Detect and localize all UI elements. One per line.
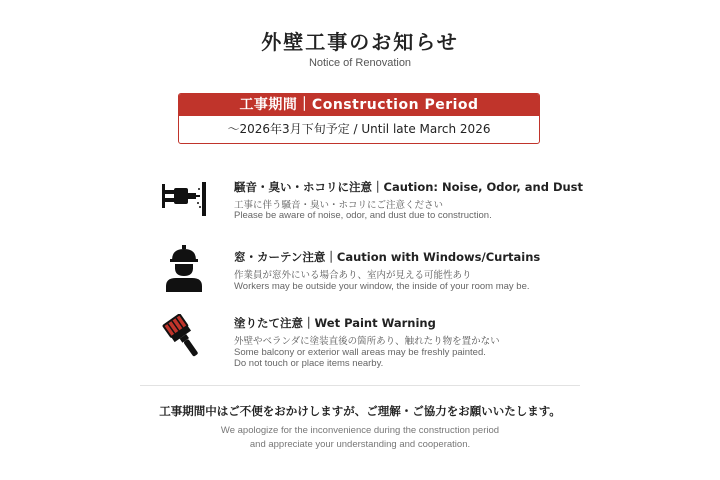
drill-icon — [160, 174, 208, 222]
construction-period-box — [178, 93, 540, 144]
footer-en-line1: We apologize for the inconvenience during the construction period — [220, 425, 500, 436]
worker-helmet-icon — [160, 244, 208, 292]
notice-jp: 外壁やベランダに塗装直後の箇所あり、触れたり物を置かない — [234, 336, 500, 347]
footer-en-line2: and appreciate your understanding and cooperation. — [249, 439, 471, 450]
paint-brush-icon — [160, 314, 208, 362]
notice-en: Workers may be outside your window, the inside of your room may be. — [234, 281, 530, 292]
footer-apology-en — [0, 424, 720, 452]
notice-en: Please be aware of noise, odor, and dust due to construction. — [234, 210, 492, 221]
notice-title: 騒音・臭い・ホコリに注意｜Caution: Noise, Odor, and Dust — [234, 180, 584, 194]
notice-jp: 作業員が窓外にいる場合あり、室内が見える可能性あり — [234, 270, 472, 281]
notice-en-line2: Do not touch or place items nearby. — [234, 358, 384, 369]
notice-title: 塗りたて注意｜Wet Paint Warning — [234, 316, 436, 330]
footer-apology-jp: 工事期間中はご不便をおかけしますが、ご理解・ご協力をお願いいたします。 — [159, 404, 561, 418]
period-label: 工事期間｜Construction Period — [179, 94, 539, 116]
divider — [140, 385, 580, 386]
notice-jp: 工事に伴う騒音・臭い・ホコリにご注意ください — [234, 200, 444, 211]
page-title: 外壁工事のお知らせ — [261, 30, 459, 54]
notice-en-line1: Some balcony or exterior wall areas may be freshly painted. — [234, 347, 486, 358]
period-value: 〜2026年3月下旬予定 / Until late March 2026 — [227, 122, 491, 136]
page-subtitle: Notice of Renovation — [308, 57, 412, 69]
notice-title: 窓・カーテン注意｜Caution with Windows/Curtains — [234, 250, 541, 264]
